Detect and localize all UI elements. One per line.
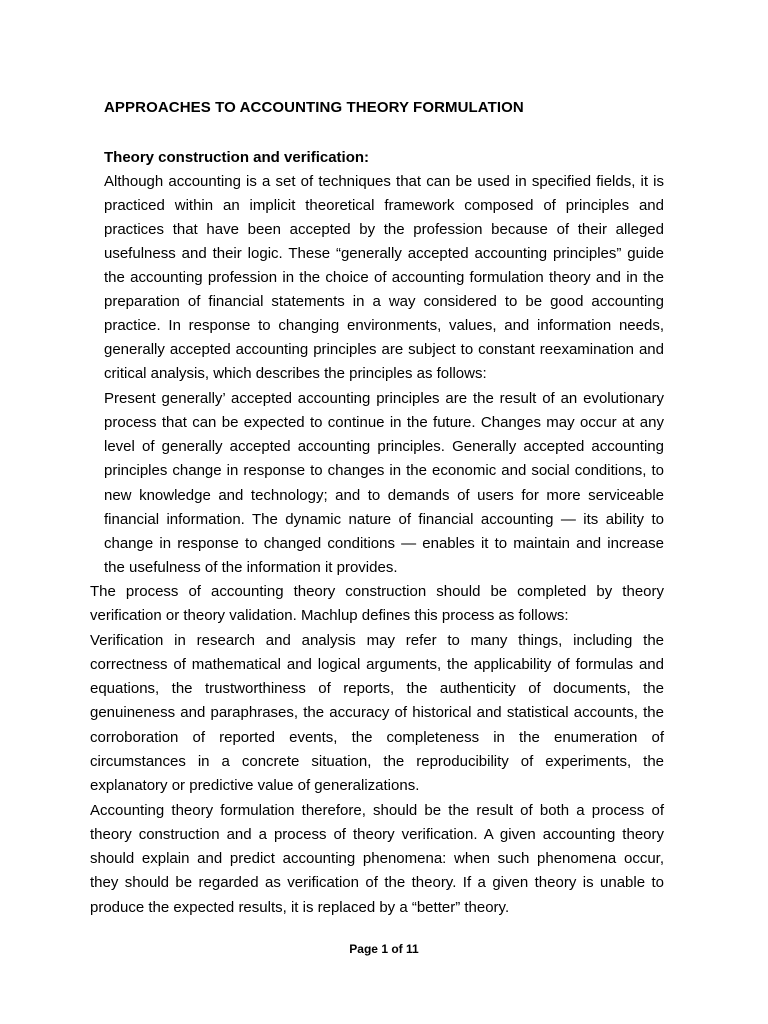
text-line: Accounting theory formulation therefore, should be the result of both a process of	[90, 802, 664, 819]
page-footer	[0, 942, 768, 956]
text-line: equations, the trustworthiness of reports, the authenticity of documents, the	[90, 680, 664, 697]
text-line: corroboration of reported events, the completeness in the enumeration of	[90, 729, 664, 746]
text-line: Verification in research and analysis may refer to many things, including the	[90, 632, 664, 649]
text-line: practiced within an implicit theoretical framework composed of principles and	[104, 197, 664, 214]
text-line: they should be regarded as verification of the theory. If a given theory is unable to	[90, 874, 664, 891]
quote-line: process that can be expected to continue in the future. Changes may occur at any	[104, 414, 664, 431]
text-line: preparation of financial statements in a way considered to be good accounting	[104, 293, 664, 310]
total-pages: 11	[406, 942, 419, 956]
quote-line: Present generally’ accepted accounting principles are the result of an evolutionary	[104, 390, 664, 407]
document-title: APPROACHES TO ACCOUNTING THEORY FORMULATION	[104, 99, 524, 116]
text-line: genuineness and paraphrases, the accuracy of historical and statistical accounts, the	[90, 704, 664, 721]
text-line: circumstances in a concrete situation, the reproducibility of experiments, the	[90, 753, 664, 770]
text-line: practice. In response to changing environments, values, and information needs,	[104, 317, 664, 334]
of-label: of	[391, 942, 403, 956]
text-line: the accounting profession in the choice of accounting formulation theory and in the	[104, 269, 664, 286]
text-line: explanatory or predictive value of generalizations.	[90, 777, 420, 794]
quote-line: level of generally accepted accounting principles. Generally accepted accounting	[104, 438, 664, 455]
text-line: critical analysis, which describes the principles as follows:	[104, 365, 487, 382]
text-line: verification or theory validation. Machlup defines this process as follows:	[90, 607, 569, 624]
page-label: Page	[349, 942, 378, 956]
quote-line: principles change in response to changes in the economic and social conditions, to	[104, 462, 664, 479]
quote-line: change in response to changed conditions — enables it to maintain and increase	[104, 535, 664, 552]
text-line: should explain and predict accounting phenomena: when such phenomena occur,	[90, 850, 664, 867]
text-line: generally accepted accounting principles are subject to constant reexamination and	[104, 341, 664, 358]
quote-line: the usefulness of the information it provides.	[104, 559, 398, 576]
text-line: Although accounting is a set of techniques that can be used in specified fields, it is	[104, 173, 664, 190]
text-line: practices that have been accepted by the profession because of their alleged	[104, 221, 664, 238]
text-line: usefulness and their logic. These “generally accepted accounting principles” guide	[104, 245, 664, 262]
quote-line: new knowledge and technology; and to demands of users for more serviceable	[104, 487, 664, 504]
section-heading: Theory construction and verification:	[104, 149, 370, 166]
text-line: correctness of mathematical and logical arguments, the applicability of formulas and	[90, 656, 664, 673]
text-line: produce the expected results, it is replaced by a “better” theory.	[90, 899, 510, 916]
text-line: The process of accounting theory construction should be completed by theory	[90, 583, 664, 600]
quote-line: financial information. The dynamic nature of financial accounting — its ability to	[104, 511, 664, 528]
text-line: theory construction and a process of theory verification. A given accounting theory	[90, 826, 664, 843]
page-number: 1	[381, 942, 388, 956]
